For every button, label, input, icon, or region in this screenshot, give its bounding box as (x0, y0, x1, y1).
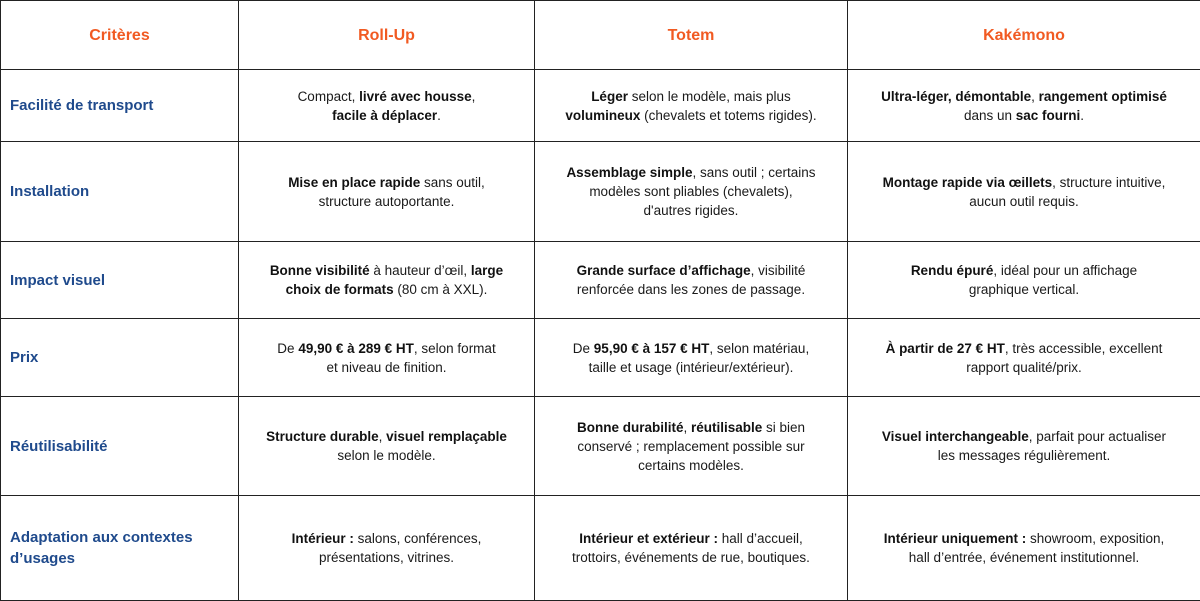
table-cell: De 49,90 € à 289 € HT, selon format et niveau de finition. (239, 319, 535, 397)
table-row (1, 496, 1200, 601)
table-cell: Bonne durabilité, réutilisable si bien conservé ; remplacement possible sur certains modèles. (535, 397, 848, 496)
bold-text: large (471, 263, 503, 278)
table-cell: Visuel interchangeable, parfait pour actualiser les messages régulièrement. (848, 397, 1200, 496)
bold-text: Léger (591, 89, 628, 104)
bold-text: Mise en place rapide (288, 175, 420, 190)
bold-text: Structure durable (266, 429, 379, 444)
header-kakemono: Kakémono (848, 1, 1200, 70)
criterion-cell: Réutilisabilité (1, 397, 239, 496)
table-cell: Compact, livré avec housse, facile à déplacer. (239, 70, 535, 142)
table-cell: Intérieur et extérieur : hall d’accueil, trottoirs, événements de rue, boutiques. (535, 496, 848, 601)
table-cell: Intérieur uniquement : showroom, exposition, hall d’entrée, événement institutionnel. (848, 496, 1200, 601)
criterion-cell: Adaptation aux contextes d’usages (1, 496, 239, 601)
bold-text: livré avec housse (359, 89, 472, 104)
bold-text: 49,90 € à 289 € HT (298, 341, 414, 356)
table-cell: Intérieur : salons, conférences, présentations, vitrines. (239, 496, 535, 601)
table-row (1, 70, 1200, 142)
bold-text: Intérieur et extérieur : (579, 531, 718, 546)
bold-text: facile à déplacer (332, 108, 437, 123)
bold-text: rangement optimisé (1039, 89, 1167, 104)
bold-text: Visuel interchangeable (882, 429, 1029, 444)
bold-text: 95,90 € à 157 € HT (594, 341, 710, 356)
table-cell: Ultra-léger, démontable, rangement optimisé dans un sac fourni. (848, 70, 1200, 142)
criterion-cell: Impact visuel (1, 242, 239, 319)
table-cell: Structure durable, visuel remplaçable selon le modèle. (239, 397, 535, 496)
table-row (1, 397, 1200, 496)
header-row (1, 1, 1200, 70)
bold-text: volumineux (565, 108, 640, 123)
bold-text: Bonne visibilité (270, 263, 370, 278)
table-cell: Léger selon le modèle, mais plus volumineux (chevalets et totems rigides). (535, 70, 848, 142)
table-cell: Bonne visibilité à hauteur d’œil, large choix de formats (80 cm à XXL). (239, 242, 535, 319)
table-cell: Mise en place rapide sans outil, structure autoportante. (239, 142, 535, 242)
bold-text: Assemblage simple (566, 165, 692, 180)
bold-text: Intérieur : (292, 531, 354, 546)
bold-text: Intérieur uniquement : (884, 531, 1027, 546)
table-cell: De 95,90 € à 157 € HT, selon matériau, taille et usage (intérieur/extérieur). (535, 319, 848, 397)
bold-text: Ultra-léger, démontable (881, 89, 1031, 104)
criterion-cell: Prix (1, 319, 239, 397)
bold-text: Grande surface d’affichage (577, 263, 751, 278)
table-row (1, 142, 1200, 242)
header-roll-up: Roll-Up (239, 1, 535, 70)
criterion-cell: Facilité de transport (1, 70, 239, 142)
bold-text: Rendu épuré (911, 263, 994, 278)
bold-text: choix de formats (286, 282, 394, 297)
bold-text: Bonne durabilité (577, 420, 684, 435)
criterion-cell: Installation (1, 142, 239, 242)
bold-text: visuel remplaçable (386, 429, 507, 444)
bold-text: À partir de 27 € HT (886, 341, 1005, 356)
table-cell: Montage rapide via œillets, structure intuitive, aucun outil requis. (848, 142, 1200, 242)
bold-text: sac fourni (1016, 108, 1081, 123)
table-cell: Rendu épuré, idéal pour un affichage graphique vertical. (848, 242, 1200, 319)
bold-text: réutilisable (691, 420, 762, 435)
bold-text: Montage rapide via œillets (883, 175, 1053, 190)
table-row (1, 242, 1200, 319)
header-totem: Totem (535, 1, 848, 70)
table-cell: À partir de 27 € HT, très accessible, excellent rapport qualité/prix. (848, 319, 1200, 397)
header-criteria: Critères (1, 1, 239, 70)
table-cell: Grande surface d’affichage, visibilité renforcée dans les zones de passage. (535, 242, 848, 319)
table-cell: Assemblage simple, sans outil ; certains modèles sont pliables (chevalets), d'autres rigides. (535, 142, 848, 242)
table-row (1, 319, 1200, 397)
